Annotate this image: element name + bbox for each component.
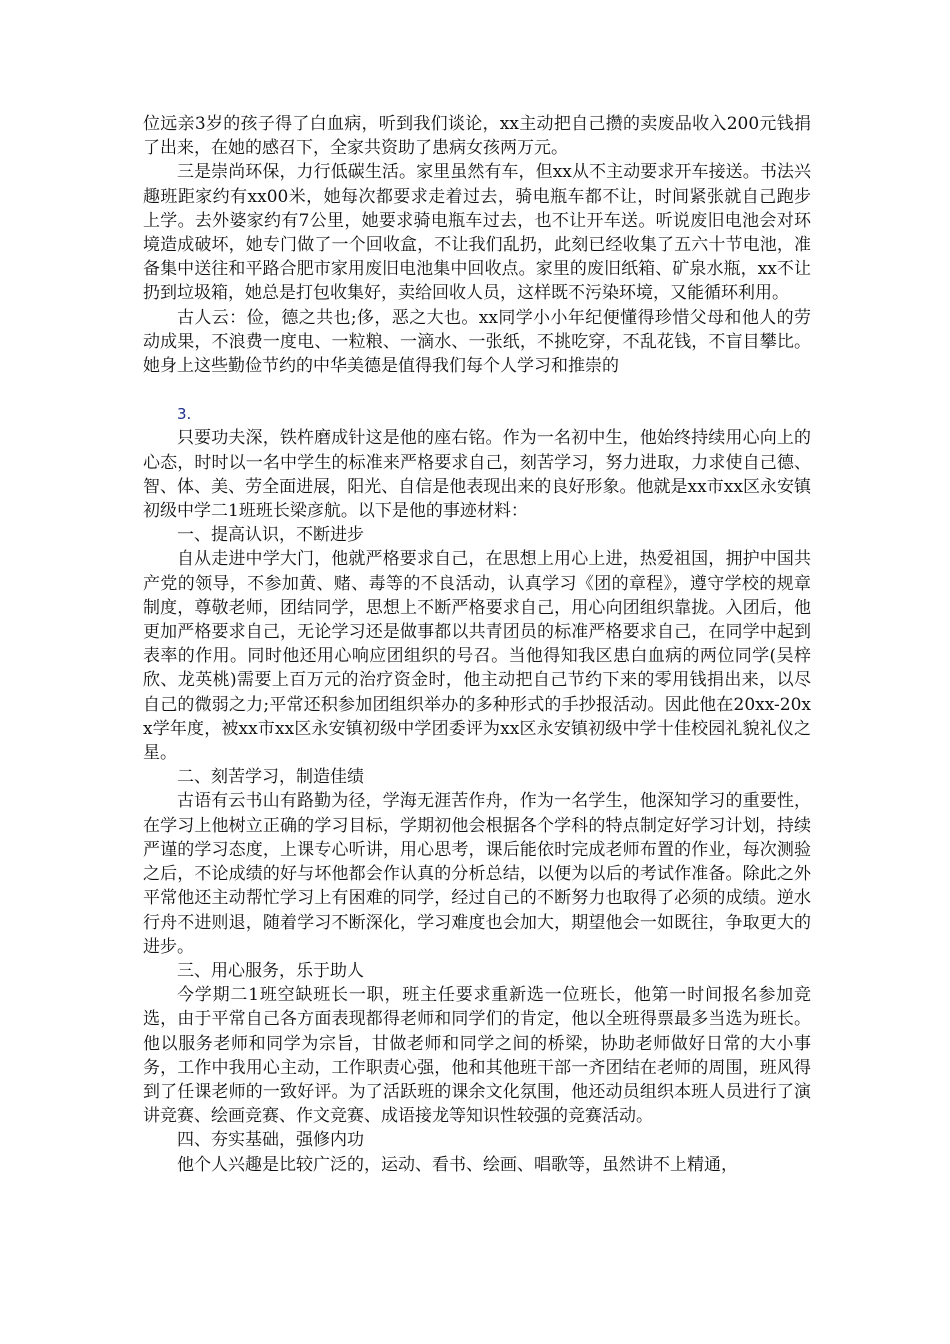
heading-four: 四、夯实基础，强修内功 (177, 1130, 364, 1151)
heading-two: 二、刻苦学习，制造佳绩 (177, 767, 364, 788)
heading-three: 三、用心服务，乐于助人 (177, 960, 364, 981)
paragraph-thought: 自从走进中学大门，他就严格要求自己，在思想上用心上进，热爱祖国，拥护中国共产党的领导，不参加黄、赌、毒等的不良活动，认真学习《团的章程》，遵守学校的规章制度，尊敬老师，团结同学，思想上不断严格要求自己，用心向团组织靠拢。入团后，他更加严格要求自己，无论学习还是做事都以共青团员的标准严格要求自己，在同学中起到表率的作用。同时他还用心响应团组织的号召。当他得知我区患白血病的两位同学(吴梓欣、龙英桃)需要上百万元的治疗资金时，他主动把自己节约下来的零用钱捐出来，以尽自己的微弱之力;平常还积参加团组织举办的多种形式的手抄报活动。因此他在20xx-20xx学年度，被xx市xx区永安镇初级中学团委评为xx区永安镇初级中学十佳校园礼貌礼仪之星。 (143, 549, 811, 764)
paragraph-service: 今学期二1班空缺班长一职，班主任要求重新选一位班长，他第一时间报名参加竞选，由于平常自己各方面表现都得老师和同学们的肯定，他以全班得票最多当选为班长。他以服务老师和同学为宗旨，甘做老师和同学之间的桥梁，协助老师做好日常的大小事务，工作中我用心主动，工作职责心强，他和其他班干部一齐团结在老师的周围，班风得到了任课老师的一致好评。为了活跃班的课余文化氛围，他还动员组织本班人员进行了演讲竞赛、绘画竞赛、作文竞赛、成语接龙等知识性较强的竞赛活动。 (143, 985, 811, 1127)
paragraph-study: 古语有云书山有路勤为径，学海无涯苦作舟，作为一名学生，他深知学习的重要性，在学习上他树立正确的学习目标，学期初他会根据各个学科的特点制定好学习计划，持续严谨的学习态度，上课专心听讲，用心思考，课后能依时完成老师布置的作业，每次测验之后，不论成绩的好与坏他都会作认真的分析总结，以便为以后的考试作准备。除此之外平常他还主动帮忙学习上有困难的同学，经过自己的不断努力也取得了必须的成绩。逆水行舟不进则退，随着学习不断深化，学习难度也会加大，期望他会一如既往，争取更大的进步。 (143, 791, 811, 957)
paragraph-interests: 他个人兴趣是比较广泛的，运动、看书、绘画、唱歌等，虽然讲不上精通， (177, 1154, 738, 1175)
section-number: 3. (177, 405, 192, 424)
paragraph-donation: 位远亲3岁的孩子得了白血病，听到我们谈论，xx主动把自己攒的卖废品收入200元钱捐了出来，在她的感召下，全家共资助了患病女孩两万元。 (143, 114, 811, 159)
paragraph-intro: 只要功夫深，铁杵磨成针这是他的座右铭。作为一名初中生，他始终持续用心向上的心态，时时以一名中学生的标准来严格要求自己，刻苦学习，努力进取，力求使自己德、智、体、美、劳全面进展，阳光、自信是他表现出来的良好形象。他就是xx市xx区永安镇初级中学二1班班长梁彦航。以下是他的事迹材料： (143, 428, 811, 522)
heading-one: 一、提高认识，不断进步 (177, 525, 364, 546)
document-page (143, 112, 811, 1177)
paragraph-environment: 三是崇尚环保，力行低碳生活。家里虽然有车，但xx从不主动要求开车接送。书法兴趣班距家约有xx00米，她每次都要求走着过去，骑电瓶车都不让，时间紧张就自己跑步上学。去外婆家约有7公里，她要求骑电瓶车过去，也不让开车送。听说废旧电池会对环境造成破坏，她专门做了一个回收盒，不让我们乱扔，此刻已经收集了五六十节电池，准备集中送往和平路合肥市家用废旧电池集中回收点。家里的废旧纸箱、矿泉水瓶，xx不让扔到垃圾箱，她总是打包收集好，卖给回收人员，这样既不污染环境，又能循环利用。 (143, 162, 811, 304)
blank-line (143, 378, 811, 402)
paragraph-frugality: 古人云：俭，德之共也;侈，恶之大也。xx同学小小年纪便懂得珍惜父母和他人的劳动成果，不浪费一度电、一粒粮、一滴水、一张纸，不挑吃穿，不乱花钱，不盲目攀比。她身上这些勤俭节约的中华美德是值得我们每个人学习和推崇的 (143, 307, 811, 377)
